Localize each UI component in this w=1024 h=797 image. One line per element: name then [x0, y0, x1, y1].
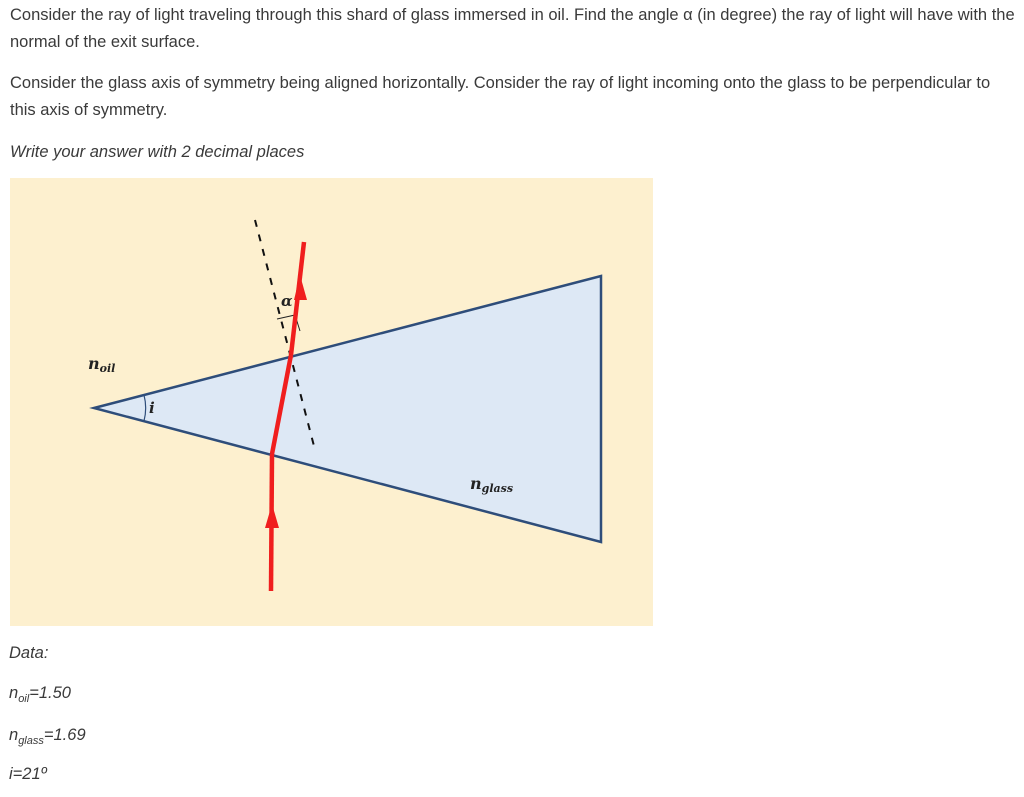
- answer-instruction: Write your answer with 2 decimal places: [10, 143, 305, 161]
- data-angle-i: i=21º: [9, 765, 47, 783]
- n-oil-label: noil: [88, 354, 116, 375]
- data-heading: Data:: [9, 644, 49, 662]
- data-n-glass: $n_{glass}=1.69$: [9, 726, 86, 747]
- n-glass-label: nglass: [470, 474, 514, 495]
- data-n-oil: $n_{oil}=1.50$: [9, 684, 71, 705]
- question-paragraph-1: Consider the ray of light traveling through this shard of glass immersed in oil. Find the angle α (in degree) the ray of light will have with the normal of the exit surface.: [10, 6, 1015, 51]
- angle-i-label: i: [149, 399, 155, 417]
- question-paragraph-2: Consider the glass axis of symmetry being aligned horizontally. Consider the ray of light incoming onto the glass to be perpendicular to this axis of symmetry.: [10, 74, 991, 119]
- refraction-diagram: [10, 178, 653, 626]
- angle-alpha-label: α: [281, 292, 293, 310]
